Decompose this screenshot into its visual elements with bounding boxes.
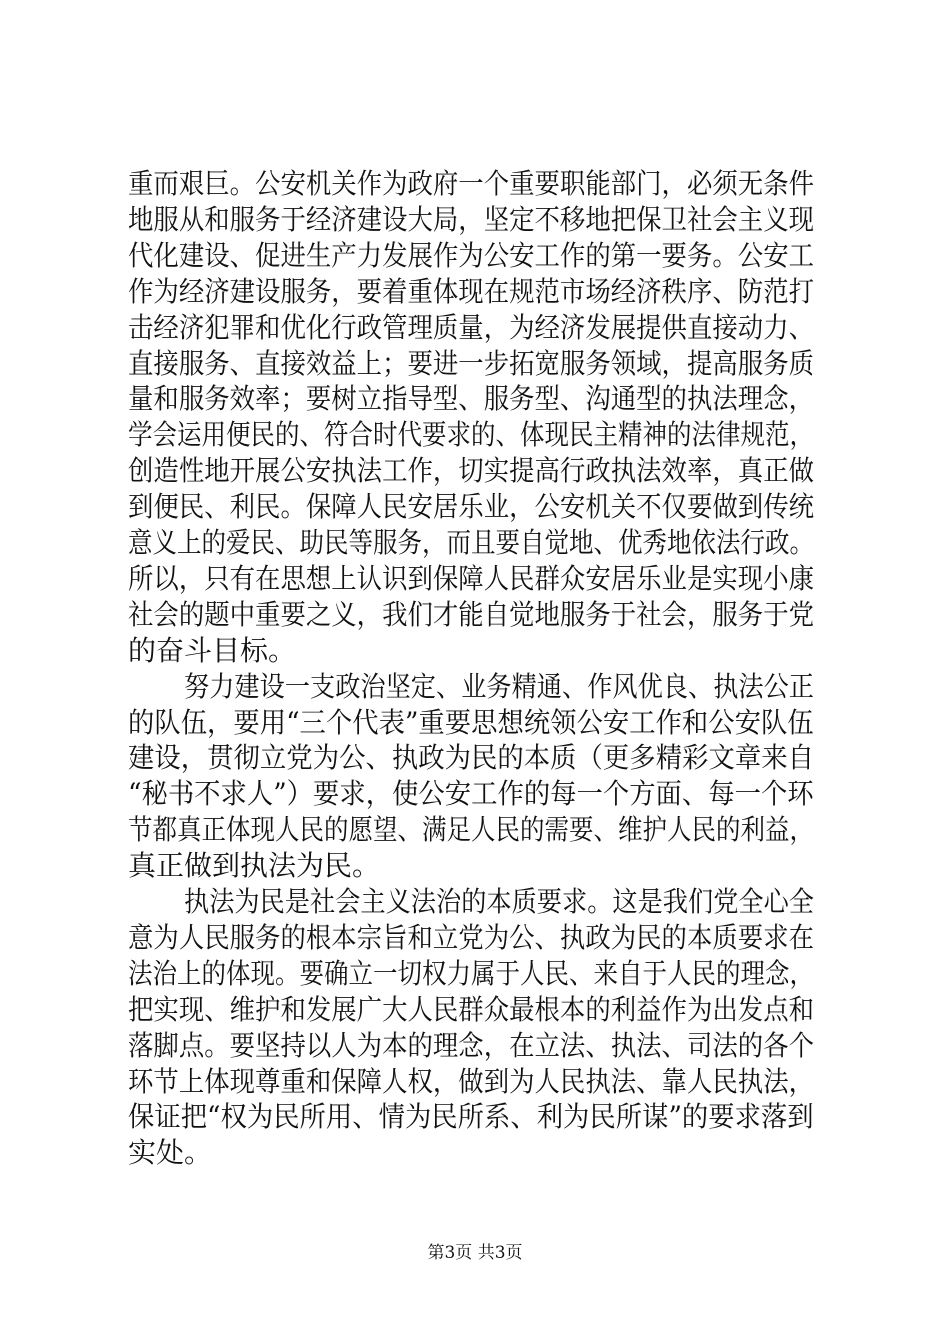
text-line: 环节上体现尊重和保障人权，做到为人民执法、靠人民执法， (128, 1064, 815, 1098)
text-line: 的奋斗目标。 (128, 633, 297, 667)
text-line: 创造性地开展公安执法工作，切实提高行政执法效率，真正做 (128, 454, 815, 488)
text-line: 努力建设一支政治坚定、业务精通、作风优良、执法公正 (184, 669, 815, 703)
text-line: 意为人民服务的根本宗旨和立党为公、执政为民的本质要求在 (128, 920, 815, 954)
text-line: 击经济犯罪和优化行政管理质量，为经济发展提供直接动力、 (128, 310, 815, 344)
text-line: 落脚点。要坚持以人为本的理念，在立法、执法、司法的各个 (128, 1028, 815, 1062)
text-line: 执法为民是社会主义法治的本质要求。这是我们党全心全 (184, 885, 815, 918)
text-line: 法治上的体现。要确立一切权力属于人民、来自于人民的理念， (128, 956, 815, 990)
text-line: 实处。 (128, 1136, 213, 1170)
text-line: 量和服务效率；要树立指导型、服务型、沟通型的执法理念， (128, 382, 815, 416)
text-line: 的队伍，要用“三个代表”重要思想统领公安工作和公安队伍 (128, 705, 814, 739)
text-line: 地服从和服务于经济建设大局，坚定不移地把保卫社会主义现 (128, 202, 815, 236)
text-line: 真正做到执法为民。 (128, 849, 381, 883)
text-line: 代化建设、促进生产力发展作为公安工作的第一要务。公安工 (128, 238, 815, 272)
text-line: 节都真正体现人民的愿望、满足人民的需要、维护人民的利益， (128, 813, 815, 847)
text-line: 建设，贯彻立党为公、执政为民的本质（更多精彩文章来自 (128, 741, 815, 775)
text-line: 所以，只有在思想上认识到保障人民群众安居乐业是实现小康 (128, 561, 815, 595)
page-number: 第3页 共3页 (427, 1243, 523, 1263)
text-line: 直接服务、直接效益上；要进一步拓宽服务领域，提高服务质 (128, 346, 815, 380)
text-line: 作为经济建设服务，要着重体现在规范市场经济秩序、防范打 (128, 274, 815, 308)
text-line: 保证把“权为民所用、情为民所系、利为民所谋”的要求落到 (128, 1100, 814, 1134)
text-line: 到便民、利民。保障人民安居乐业，公安机关不仅要做到传统 (128, 490, 815, 524)
text-line: 学会运用便民的、符合时代要求的、体现民主精神的法律规范， (128, 418, 815, 452)
text-line: 把实现、维护和发展广大人民群众最根本的利益作为出发点和 (128, 992, 815, 1026)
text-line: “秘书不求人”）要求，使公安工作的每一个方面、每一个环 (128, 777, 814, 811)
text-line: 社会的题中重要之义，我们才能自觉地服务于社会，服务于党 (128, 597, 815, 631)
text-line: 重而艰巨。公安机关作为政府一个重要职能部门，必须无条件 (128, 167, 815, 200)
text-line: 意义上的爱民、助民等服务，而且要自觉地、优秀地依法行政。 (128, 526, 815, 559)
page-footer (0, 1242, 950, 1264)
